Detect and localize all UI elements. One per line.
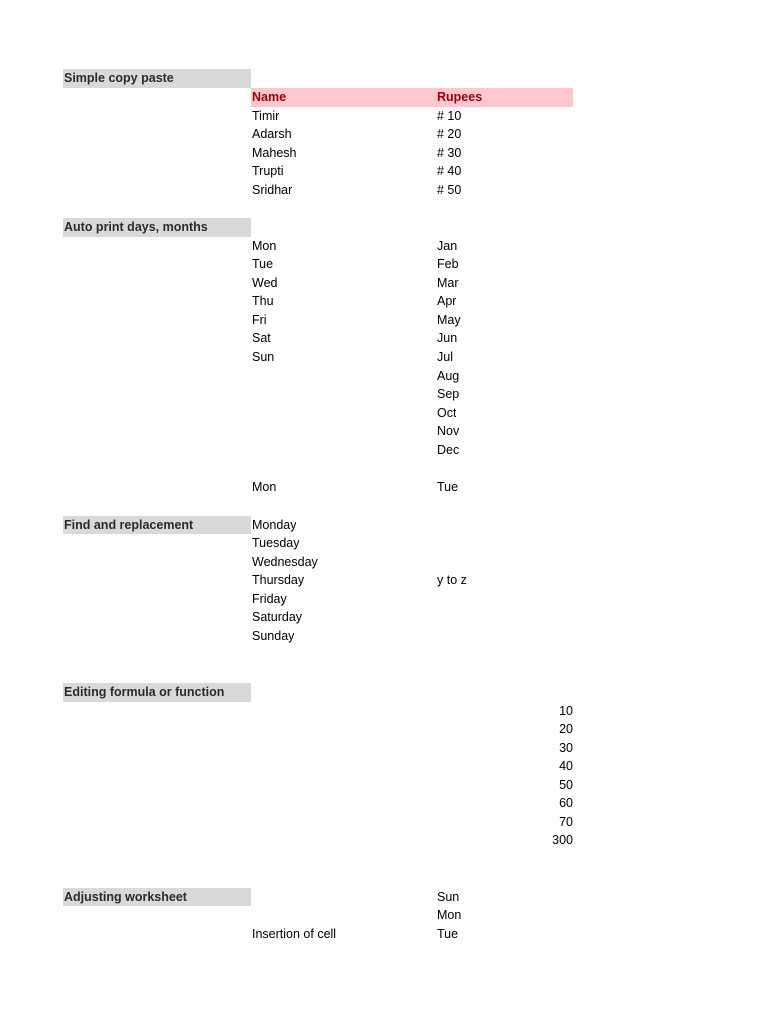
month-cell[interactable]: Jan bbox=[437, 238, 458, 253]
name-cell[interactable]: Trupti bbox=[252, 164, 284, 178]
note-cell[interactable]: y to z bbox=[437, 573, 467, 587]
section-title-editing-formula[interactable]: Editing formula or function bbox=[63, 683, 251, 702]
column-header-name[interactable]: Name bbox=[252, 90, 287, 104]
number-cell[interactable]: 30 bbox=[559, 740, 573, 755]
day-cell[interactable]: Sun bbox=[437, 889, 460, 904]
note-cell[interactable]: Insertion of cell bbox=[252, 926, 337, 941]
name-cell[interactable]: Mahesh bbox=[252, 145, 297, 160]
rupees-cell[interactable]: # 30 bbox=[437, 145, 462, 160]
day-cell[interactable]: Sat bbox=[252, 331, 271, 345]
month-cell[interactable]: Dec bbox=[437, 442, 460, 457]
weekday-cell[interactable]: Friday bbox=[252, 591, 287, 606]
rupees-cell[interactable]: # 20 bbox=[437, 127, 462, 141]
name-cell[interactable]: Adarsh bbox=[252, 127, 292, 141]
month-cell[interactable]: Aug bbox=[437, 368, 460, 383]
month-cell[interactable]: Jul bbox=[437, 349, 453, 364]
day-cell[interactable]: Thu bbox=[252, 294, 274, 308]
month-cell[interactable]: Jun bbox=[437, 331, 458, 345]
day-cell[interactable]: Fri bbox=[252, 312, 267, 327]
month-cell[interactable]: Oct bbox=[437, 405, 457, 420]
month-cell[interactable]: Sep bbox=[437, 387, 460, 401]
name-cell[interactable]: Sridhar bbox=[252, 182, 293, 197]
day-cell[interactable]: Tue bbox=[252, 257, 274, 271]
total-cell[interactable]: 300 bbox=[552, 833, 573, 847]
day-cell[interactable]: Sun bbox=[252, 349, 275, 364]
section-title-find-replace[interactable]: Find and replacement bbox=[63, 516, 251, 535]
weekday-cell[interactable]: Sunday bbox=[252, 628, 295, 643]
name-cell[interactable]: Timir bbox=[252, 108, 280, 123]
day-cell[interactable]: Mon bbox=[437, 908, 462, 922]
weekday-cell[interactable]: Wednesday bbox=[252, 554, 318, 569]
number-cell[interactable]: 70 bbox=[559, 814, 573, 829]
day-cell[interactable]: Mon bbox=[252, 480, 277, 494]
number-cell[interactable]: 50 bbox=[559, 777, 573, 792]
weekday-cell[interactable]: Thursday bbox=[252, 573, 305, 587]
day-cell[interactable]: Mon bbox=[252, 238, 277, 253]
number-cell[interactable]: 20 bbox=[559, 722, 573, 736]
weekday-cell[interactable]: Monday bbox=[252, 517, 297, 532]
number-cell[interactable]: 10 bbox=[559, 703, 573, 718]
day-cell[interactable]: Tue bbox=[437, 926, 459, 941]
weekday-cell[interactable]: Tuesday bbox=[252, 536, 300, 550]
section-title-simple-copy-paste[interactable]: Simple copy paste bbox=[63, 69, 251, 88]
month-cell[interactable]: Apr bbox=[437, 294, 457, 308]
month-cell[interactable]: Nov bbox=[437, 424, 460, 438]
weekday-cell[interactable]: Saturday bbox=[252, 610, 303, 624]
rupees-cell[interactable]: # 40 bbox=[437, 164, 462, 178]
section-title-auto-print[interactable]: Auto print days, months bbox=[63, 218, 251, 237]
day-cell[interactable]: Tue bbox=[437, 480, 459, 494]
column-header-rupees[interactable]: Rupees bbox=[437, 90, 483, 104]
month-cell[interactable]: Feb bbox=[437, 257, 459, 271]
rupees-cell[interactable]: # 10 bbox=[437, 108, 462, 123]
section-title-adjusting-worksheet[interactable]: Adjusting worksheet bbox=[63, 888, 251, 907]
number-cell[interactable]: 40 bbox=[559, 759, 573, 773]
number-cell[interactable]: 60 bbox=[559, 796, 573, 810]
day-cell[interactable]: Wed bbox=[252, 275, 278, 290]
month-cell[interactable]: May bbox=[437, 312, 461, 327]
rupees-cell[interactable]: # 50 bbox=[437, 182, 462, 197]
header-row-background bbox=[251, 88, 573, 107]
month-cell[interactable]: Mar bbox=[437, 275, 459, 290]
